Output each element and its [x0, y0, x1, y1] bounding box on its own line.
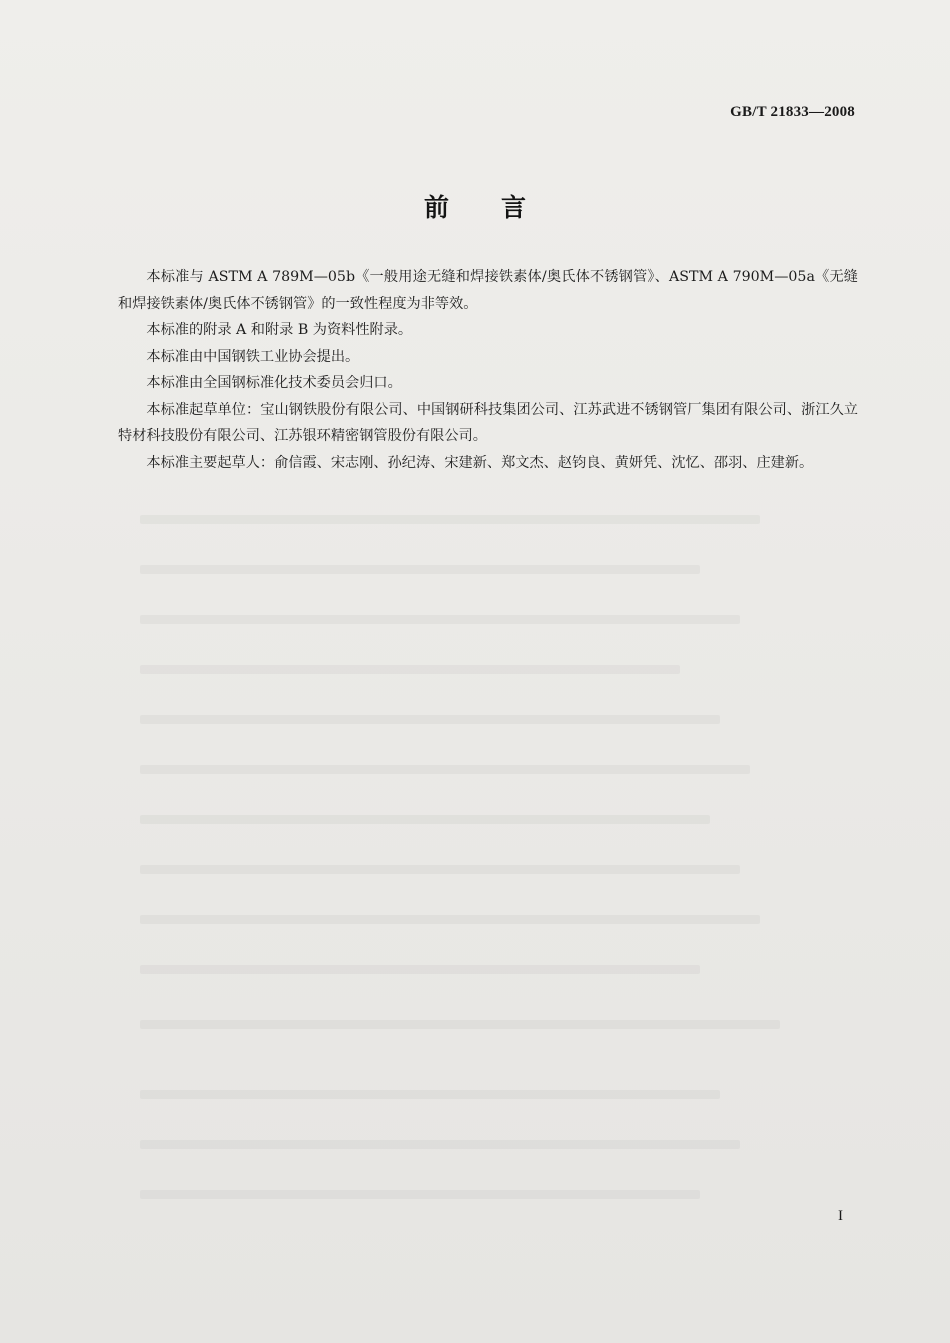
paragraph-proposed-by: 本标准由中国钢铁工业协会提出。 — [146, 348, 360, 365]
show-through-texture — [140, 565, 700, 574]
page-title: 前言 — [423, 193, 578, 222]
show-through-texture — [140, 1090, 720, 1099]
show-through-texture — [140, 715, 720, 724]
standard-code: GB/T 21833—2008 — [730, 104, 855, 120]
show-through-texture — [140, 865, 740, 874]
show-through-texture — [140, 965, 700, 974]
show-through-texture — [140, 1140, 740, 1149]
show-through-texture — [140, 515, 760, 524]
page-number: I — [838, 1208, 843, 1224]
paragraph-drafters: 本标准主要起草人：俞信霞、宋志刚、孙纪涛、宋建新、郑文杰、赵钧良、黄妍凭、沈忆、邵羽、庄建新。 — [146, 454, 814, 471]
show-through-texture — [140, 1020, 780, 1029]
show-through-texture — [140, 765, 750, 774]
show-through-texture — [140, 915, 760, 924]
paragraph-annexes: 本标准的附录 A 和附录 B 为资料性附录。 — [146, 322, 413, 338]
show-through-texture — [140, 815, 710, 824]
foreword-body — [118, 264, 858, 476]
show-through-texture — [140, 1190, 700, 1199]
show-through-texture — [140, 665, 680, 674]
paragraph-drafting-units: 本标准起草单位：宝山钢铁股份有限公司、中国钢研科技集团公司、江苏武进不锈钢管厂集团有限公司、浙江久立特材科技股份有限公司、江苏银环精密钢管股份有限公司。 — [118, 401, 858, 444]
show-through-texture — [140, 615, 740, 624]
paragraph-consistency: 本标准与 ASTM A 789M—05b《一般用途无缝和焊接铁素体/奥氏体不锈钢管》、ASTM A 790M—05a《无缝和焊接铁素体/奥氏体不锈钢管》的一致性程度为非等效。 — [118, 269, 858, 312]
paragraph-centralized-by: 本标准由全国钢标准化技术委员会归口。 — [146, 375, 402, 391]
